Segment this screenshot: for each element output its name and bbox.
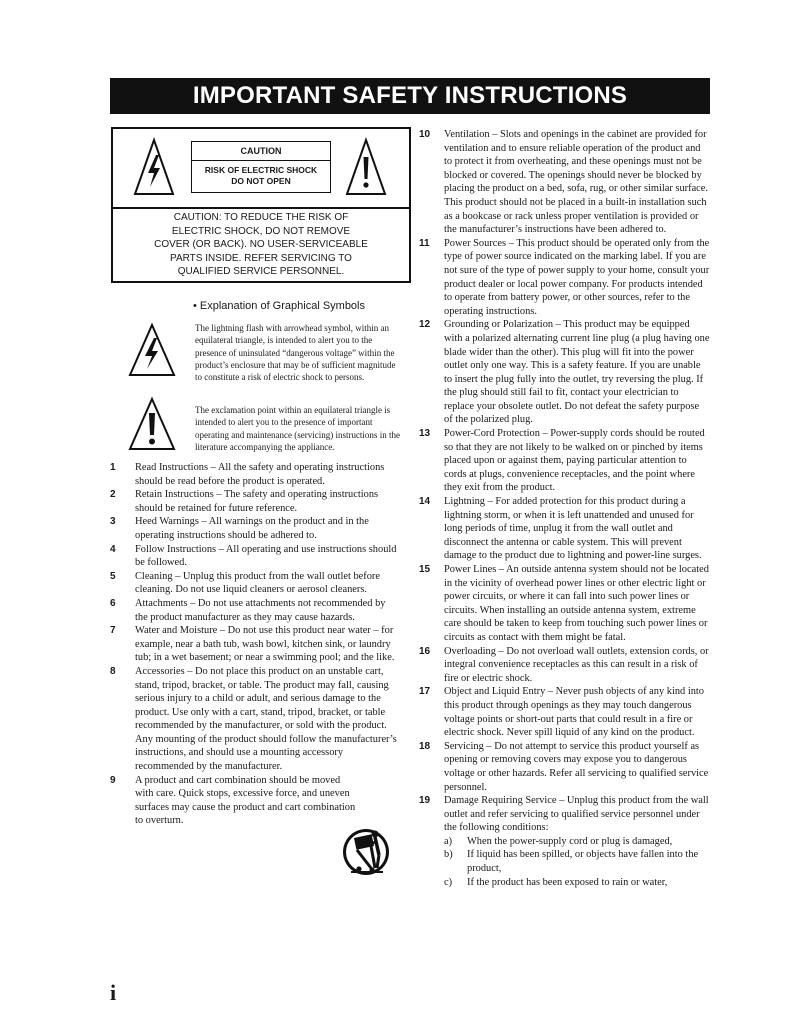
sub-list-item (419, 835, 710, 849)
item-number: 8 (110, 665, 116, 677)
item-text: Power-Cord Protection – Power-supply cords should be routed so that they are not likely to be walked on or pinched by items placed upon or against them, paying particular attention to cords at plugs, convenience receptacles, and the point where they exit from the product. (444, 428, 705, 494)
list-item (110, 774, 358, 828)
list-item (110, 624, 400, 665)
item-number: 15 (419, 564, 431, 575)
caution-text (113, 211, 409, 279)
list-item (110, 570, 400, 597)
lightning-warning-icon (133, 137, 175, 197)
caution-text-line: ELECTRIC SHOCK, DO NOT REMOVE (171, 225, 351, 237)
caution-text-line: PARTS INSIDE. REFER SERVICING TO (170, 252, 352, 264)
list-item (419, 128, 710, 237)
left-instruction-list (110, 461, 400, 828)
list-item (110, 515, 400, 542)
item-text: Follow Instructions – All operating and use instructions should be followed. (135, 543, 397, 569)
item-number: 7 (110, 625, 116, 637)
list-item (110, 461, 400, 488)
right-instruction-list (419, 128, 710, 889)
cart-tip-over-icon (341, 822, 391, 882)
list-item (419, 318, 710, 427)
item-number: 13 (419, 428, 431, 440)
list-item (419, 495, 710, 563)
list-item (110, 597, 400, 624)
item-text: Attachments – Do not use attachments not recommended by the product manufacturer as they may cause hazards. (135, 597, 386, 623)
caution-open-line: DO NOT OPEN (231, 176, 291, 186)
item-number: 19 (419, 795, 431, 807)
item-text: Grounding or Polarization – This product may be equipped with a polarized alternating current line plug (a plug having one blade wider than the other). This plug will fit into the power outlet only one way. This is a safety feature. If you are unable to insert the plug fully into the outlet, try reversing the plug. If the plug should still fail to fit, contact your electrician to replace your obsolete outlet. Do not defeat the safety purpose of the polarized plug. (444, 319, 710, 426)
list-item (110, 543, 400, 570)
item-number: 18 (419, 740, 431, 752)
item-text: Ventilation – Slots and openings in the cabinet are provided for ventilation and to ensure reliable operation of the product and to protect it from overheating, and these openings must not be blocked or covered. The openings should never be blocked by placing the product on a bed, sofa, rug, or other similar surface. This product should not be placed in a built-in installation such as a bookcase or rack unless proper ventilation is provided or the manufacturer’s instructions have been adhered to. (444, 129, 709, 236)
item-text: Overloading – Do not overload wall outlets, extension cords, or integral convenience receptacles as this can result in a risk of fire or electric shock. (444, 645, 709, 684)
caution-text-line: COVER (OR BACK). NO USER-SERVICEABLE (154, 239, 368, 250)
exclamation-warning-icon (345, 137, 387, 197)
symbols-heading: • Explanation of Graphical Symbols (193, 300, 365, 312)
list-item (419, 685, 710, 739)
sub-list-item (419, 876, 710, 890)
lightning-explanation: The lightning flash with arrowhead symbol, within an equilateral triangle, is intended to alert you to the presence of uninsulated “dangerous voltage” within the product’s enclosure that may be of sufficient magnitude to constitute a risk of electric shock to persons. (195, 323, 396, 383)
item-number: 5 (110, 570, 116, 582)
list-item (419, 563, 710, 645)
sub-item-text: If liquid has been spilled, or objects have fallen into the product, (467, 849, 699, 875)
item-text: Read Instructions – All the safety and operating instructions should be read before the product is operated. (135, 462, 385, 487)
item-text: Object and Liquid Entry – Never push objects of any kind into this product through openings as they may touch dangerous voltage points or short-out parts that could result in a fire or electric shock. Never spill liquid of any kind on the product. (444, 686, 704, 739)
sub-list-item (419, 848, 710, 875)
item-number: 9 (110, 774, 116, 786)
caution-box (111, 127, 411, 283)
item-number: 11 (419, 237, 430, 249)
item-text: Damage Requiring Service – Unplug this product from the wall outlet and refer servicing to qualified service personnel under the following conditions: (444, 795, 709, 834)
item-text: Cleaning – Unplug this product from the wall outlet before cleaning. Do not use liquid cleaners or aerosol cleaners. (135, 570, 380, 596)
caution-text-line: CAUTION: TO REDUCE THE RISK OF (173, 212, 349, 223)
list-item (419, 794, 710, 835)
item-number: 10 (419, 129, 431, 140)
exclamation-explanation: The exclamation point within an equilateral triangle is intended to alert you to the presence of important operating and maintenance (servicing) instructions in the literature accompanying the appliance. (195, 405, 400, 452)
item-text: Water and Moisture – Do not use this product near water – for example, near a bath tub, wash bowl, kitchen sink, or laundry tub; in a wet basement; or near a swimming pool; and the like. (135, 625, 395, 664)
page-number: i (110, 980, 117, 1005)
item-text: Power Lines – An outside antenna system should not be located in the vicinity of overhead power lines or other electric light or power circuits, or where it can fall into such power lines or circuits. When installing an outside antenna system, extreme care should be taken to keep from touching such power lines or circuits as contact with them might be fatal. (444, 564, 709, 643)
item-text: A product and cart combination should be moved with care. Quick stops, excessive force, and uneven surfaces may cause the product and cart combination to overturn. (135, 774, 356, 827)
list-item (110, 488, 400, 515)
item-number: 2 (110, 489, 116, 501)
sub-item-text: If the product has been exposed to rain or water, (467, 876, 668, 888)
caution-shock-line: RISK OF ELECTRIC SHOCK (204, 165, 318, 175)
item-number: 6 (110, 597, 116, 609)
page-title: IMPORTANT SAFETY INSTRUCTIONS (110, 78, 710, 114)
item-number: 12 (419, 319, 431, 331)
item-number: 17 (419, 686, 431, 698)
list-item (419, 427, 710, 495)
lightning-symbol-icon (127, 322, 177, 378)
item-number: 1 (110, 462, 116, 473)
exclamation-symbol-icon (127, 396, 177, 452)
list-item (110, 665, 400, 774)
caution-label (191, 141, 331, 193)
list-item (419, 237, 710, 319)
item-number: 4 (110, 543, 116, 555)
caution-header (113, 129, 409, 209)
item-text: Heed Warnings – All warnings on the product and in the operating instructions should be adhered to. (135, 516, 369, 541)
sub-item-letter: b) (444, 849, 453, 861)
item-number: 16 (419, 645, 431, 657)
caution-text-line: QUALIFIED SERVICE PERSONNEL. (177, 266, 345, 277)
item-text: Power Sources – This product should be operated only from the type of power source indicated on the marking label. If you are not sure of the type of power supply to your home, consult your product dealer or local power company. For products intended to operate from battery power, or other sources, refer to the operating instructions. (444, 237, 710, 317)
list-item (419, 645, 710, 686)
item-text: Servicing – Do not attempt to service this product yourself as opening or removing covers may expose you to dangerous voltage or other hazards. Refer all servicing to qualified service personnel. (444, 740, 709, 793)
sub-item-letter: c) (444, 876, 453, 888)
sub-item-letter: a) (444, 835, 453, 847)
item-text: Accessories – Do not place this product on an unstable cart, stand, tripod, bracket, or table. The product may fall, causing serious injury to a child or adult, and serious damage to the product. Use only with a cart, stand, tripod, bracket, or table recommended by the manufacturer, or sold with the product. Any mounting of the product should follow the manufacturer’s instructions, and should use a mounting accessory recommended by the manufacturer. (135, 665, 397, 773)
item-text: Lightning – For added protection for this product during a lightning storm, or when it is left unattended and unused for long periods of time, unplug it from the wall outlet and disconnect the antenna or cable system. This will prevent damage to the product due to lightning and power-line surges. (444, 496, 702, 562)
item-text: Retain Instructions – The safety and operating instructions should be retained for future reference. (135, 489, 379, 514)
list-item (419, 740, 710, 794)
item-number: 3 (110, 516, 116, 528)
sub-item-text: When the power-supply cord or plug is damaged, (467, 835, 673, 847)
item-number: 14 (419, 496, 431, 508)
caution-label-heading: CAUTION (192, 142, 330, 161)
